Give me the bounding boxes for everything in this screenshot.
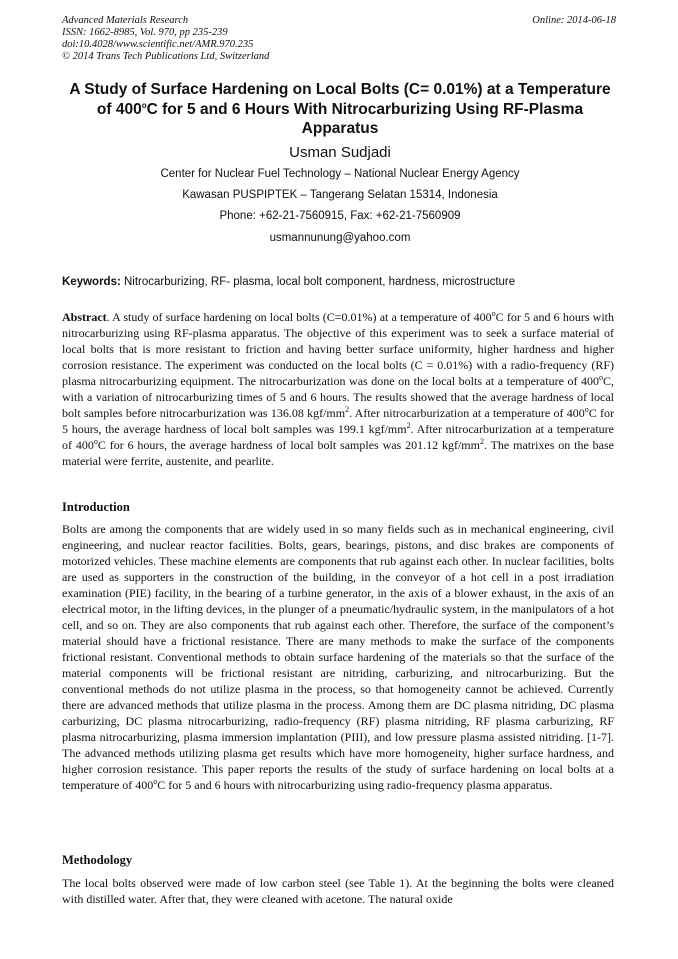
affiliation-phone: Phone: +62-21-7560915, Fax: +62-21-7560909 [219, 210, 461, 222]
abstract-sup-4: o [584, 405, 589, 414]
abstract-sup-6: o [93, 437, 98, 446]
journal-name: Advanced Materials Research [62, 15, 189, 26]
abstract-sup-3: 2 [345, 405, 350, 414]
paper-title [62, 80, 618, 139]
introduction-sup-1: o [153, 777, 158, 786]
title-degree-sup: o [141, 100, 147, 110]
keywords [62, 276, 618, 288]
methodology-heading: Methodology [62, 853, 133, 867]
keywords-label: Keywords: [62, 276, 121, 288]
affiliation-address: Kawasan PUSPIPTEK – Tangerang Selatan 15314, Indonesia [182, 189, 498, 201]
affiliation-center: Center for Nuclear Fuel Technology – National Nuclear Energy Agency [160, 168, 520, 180]
abstract-sup-5: 2 [406, 421, 411, 430]
methodology-paragraph: The local bolts observed were made of low carbon steel (see Table 1). At the beginning the bolts were cleaned with distilled water. After that, they were cleaned with acetone. The natural oxide [62, 876, 614, 906]
introduction-text-1: Bolts are among the components that are widely used in so many fields such as in mechanical engineering, civil engineering, and nuclear reactor facilities. Bolts, gears, bearings, pistons, and disc brakes are components of motorized vehicles. These machine elements are components that rub against each other. In nuclear facilities, bolts are used as supporters in the construction of the building, in the conveyor of a hot cell in a post irradiation examination (PIE) facility, in the bearing of a turbine generator, in the axis of a blower exhaust, in the axis of an electrical motor, in the lifting devices, in the plunger of a pneumatic/hydraulic system, in the manipulators of a hot cell, and so on. They are also components that rub against each other. Therefore, the surface of the component’s material should have a frictional resistance. There are many methods to make the surface of the components frictional resistant. Conventional methods to obtain surface hardening of the materials so that the surface of the material components will be frictional resistant are nitriding, carburizing, and nitrocarburizing. But the conventional methods do not utilize plasma in the process, so that homogeneity cannot be achieved. Currently there are advanced methods that utilize plasma in the process. Among them are DC plasma nitriding, DC plasma carburizing, DC plasma nitrocarburizing, radio-frequency (RF) plasma nitriding, RF plasma carburizing, RF plasma nitrocarburizing, plasma immersion implantation (PIII), and low pressure plasma assisted nitriding. [1-7]. The advanced methods utilizing plasma get results which have more homogeneity, higher surface hardness, and higher corrosion resistance. This paper reports the results of the study of surface hardening on local bolts at a temperature of 400 [62, 522, 614, 792]
author-name: Usman Sudjadi [289, 144, 391, 161]
abstract-sup-7: 2 [479, 437, 484, 446]
abstract-text-3: C, with a variation of nitrocarburizing times of 5 and 6 hours. The results showed that the average hardness of local bolt samples before nitrocarburization was 136.08 kgf/mm [62, 374, 614, 420]
journal-doi: doi:10.4028/www.scientific.net/AMR.970.235 [62, 39, 254, 50]
abstract-text-1: . A study of surface hardening on local bolts (C=0.01%) at a temperature of 400 [106, 310, 492, 324]
title-part-2: C for 5 and 6 Hours With Nitrocarburizing Using RF-Plasma Apparatus [146, 100, 584, 137]
introduction-paragraph [62, 521, 614, 793]
abstract-text-6: . After nitrocarburization at a temperature of 400 [62, 422, 615, 452]
abstract-sup-1: o [491, 309, 496, 318]
introduction-text-2: C for 5 and 6 hours with nitrocarburizing using radio-frequency plasma apparatus. [157, 778, 553, 792]
title-part-1: A Study of Surface Hardening on Local Bolts (C= 0.01%) at a Temperature of 400 [69, 81, 611, 118]
abstract-paragraph [62, 309, 614, 469]
journal-copyright: © 2014 Trans Tech Publications Ltd, Switzerland [62, 51, 270, 62]
abstract-text-5: C for 5 hours, the average hardness of local bolt samples was 199.1 kgf/mm [62, 406, 614, 436]
abstract-text-2: C for 5 and 6 hours with nitrocarburizing using RF-plasma apparatus. The objective of this experiment was to seek a surface material of local bolts that is more resistant to friction and having better surface uniformity, higher hardness and higher corrosion resistance. The experiment was conducted on the local bolts (C = 0.01%) with a radio-frequency (RF) plasma nitrocarburizing equipment. The nitrocarburization was done on the local bolts at a temperature of 400 [62, 310, 614, 388]
abstract-text-8: . The matrixes on the base material were ferrite, austenite, and pearlite. [62, 438, 614, 468]
abstract-text-7: C for 6 hours, the average hardness of local bolt samples was 201.12 kgf/mm [97, 438, 480, 452]
introduction-heading: Introduction [62, 500, 130, 514]
keywords-text: Nitrocarburizing, RF- plasma, local bolt component, hardness, microstructure [124, 276, 516, 288]
affiliation-email: usmannunung@yahoo.com [269, 232, 411, 244]
journal-issn: ISSN: 1662-8985, Vol. 970, pp 235-239 [62, 27, 228, 38]
abstract-label: Abstract [62, 310, 107, 324]
journal-header [62, 15, 618, 63]
abstract-text-4: . After nitrocarburization at a temperature of 400 [349, 406, 585, 420]
abstract-sup-2: o [598, 373, 603, 382]
online-date: Online: 2014-06-18 [532, 15, 616, 26]
